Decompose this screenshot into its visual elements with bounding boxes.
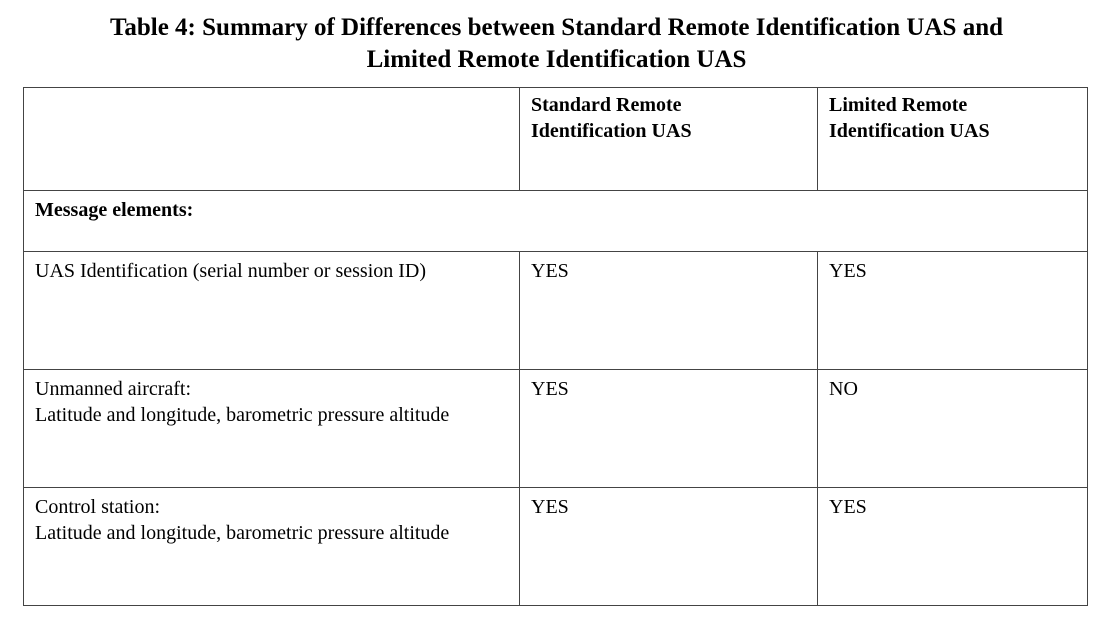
section-label: Message elements:: [24, 191, 1088, 252]
header-empty-cell: [24, 88, 520, 191]
row-label-line-1: UAS Identification (serial number or session ID): [35, 260, 427, 282]
caption-line-1: Table 4: Summary of Differences between Standard Remote Identification UAS and: [109, 14, 1004, 41]
header-standard-line-1: Standard Remote: [531, 94, 682, 116]
row-label-line-1: Control station:: [35, 496, 160, 518]
table-row: [24, 252, 1088, 370]
row-limited-value: YES: [818, 252, 1088, 370]
table-caption: [0, 12, 1113, 76]
header-limited-line-1: Limited Remote: [829, 94, 968, 116]
header-limited-line-2: Identification UAS: [829, 120, 990, 142]
header-standard-line-2: Identification UAS: [531, 120, 692, 142]
section-row-message-elements: [24, 191, 1088, 252]
row-limited-value: YES: [818, 488, 1088, 606]
table-header-row: [24, 88, 1088, 191]
row-label: [24, 488, 520, 606]
differences-table: [23, 87, 1088, 606]
header-limited-remote-id: [818, 88, 1088, 191]
table-row: [24, 370, 1088, 488]
row-label: [24, 370, 520, 488]
row-label-line-2: Latitude and longitude, barometric pressure altitude: [35, 404, 450, 426]
row-label-line-1: Unmanned aircraft:: [35, 378, 192, 400]
row-limited-value: NO: [818, 370, 1088, 488]
caption-line-2: Limited Remote Identification UAS: [366, 46, 747, 73]
row-label-line-2: Latitude and longitude, barometric pressure altitude: [35, 522, 450, 544]
table-row: [24, 488, 1088, 606]
row-label: [24, 252, 520, 370]
row-standard-value: YES: [520, 488, 818, 606]
row-standard-value: YES: [520, 370, 818, 488]
header-standard-remote-id: [520, 88, 818, 191]
row-standard-value: YES: [520, 252, 818, 370]
